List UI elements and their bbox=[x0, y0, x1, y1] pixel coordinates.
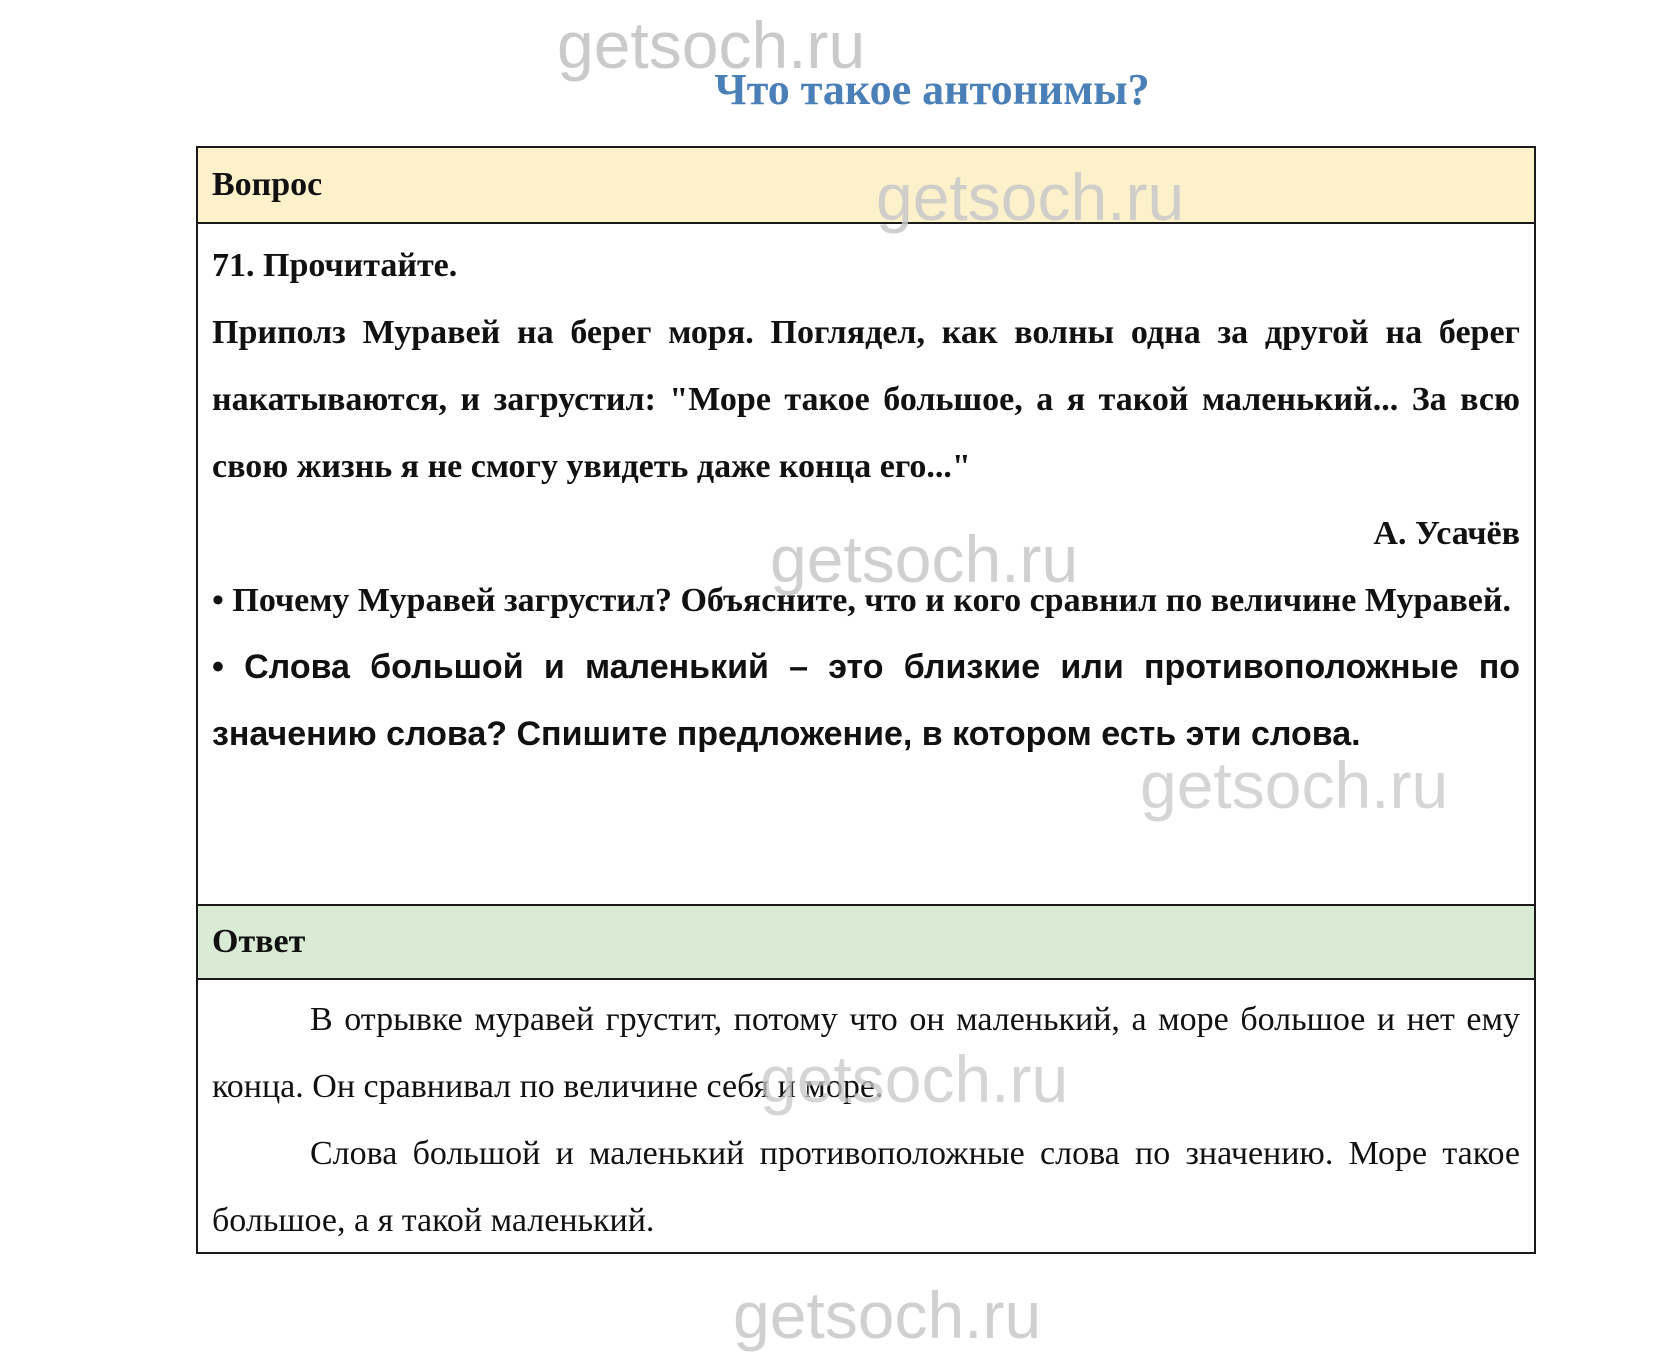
exercise-passage: Приполз Муравей на берег моря. Поглядел, как волны одна за другой на берег накатываются, и загрустил: "Море такое большое, а я такой маленький... За всю свою жизнь я не смогу увидеть даже конца его..." bbox=[212, 314, 1520, 485]
answer-header bbox=[198, 904, 1534, 980]
answer-header-label: Ответ bbox=[212, 923, 306, 960]
watermark: getsoch.ru bbox=[1140, 748, 1449, 822]
watermark: getsoch.ru bbox=[876, 160, 1185, 234]
passage-author: А. Усачёв bbox=[1373, 515, 1520, 552]
task-item-1: • Почему Муравей загрустил? Объясните, что и кого сравнил по величине Муравей. bbox=[212, 582, 1511, 619]
answer-body bbox=[198, 980, 1534, 1252]
watermark: getsoch.ru bbox=[770, 522, 1079, 596]
answer-paragraph-1: В отрывке муравей грустит, потому что он маленький, а море большое и нет ему конца. Он сравнивал по величине себя и море. bbox=[212, 1001, 1520, 1105]
watermark: getsoch.ru bbox=[733, 1278, 1042, 1352]
task-item-2: • Слова большой и маленький – это близкие или противоположные по значению слова? Спишите предложение, в котором есть эти слова. bbox=[212, 648, 1520, 753]
question-header bbox=[198, 148, 1534, 224]
question-header-label: Вопрос bbox=[212, 166, 323, 203]
answer-paragraph-2: Слова большой и маленький противоположные слова по значению. Море такое большое, а я такой маленький. bbox=[212, 1135, 1520, 1239]
page-title: Что такое антонимы? bbox=[714, 65, 1150, 114]
question-body bbox=[198, 224, 1534, 904]
qa-table bbox=[196, 146, 1536, 1254]
watermark: getsoch.ru bbox=[760, 1042, 1069, 1116]
exercise-number: 71. Прочитайте. bbox=[212, 247, 458, 284]
watermark: getsoch.ru bbox=[557, 8, 866, 82]
